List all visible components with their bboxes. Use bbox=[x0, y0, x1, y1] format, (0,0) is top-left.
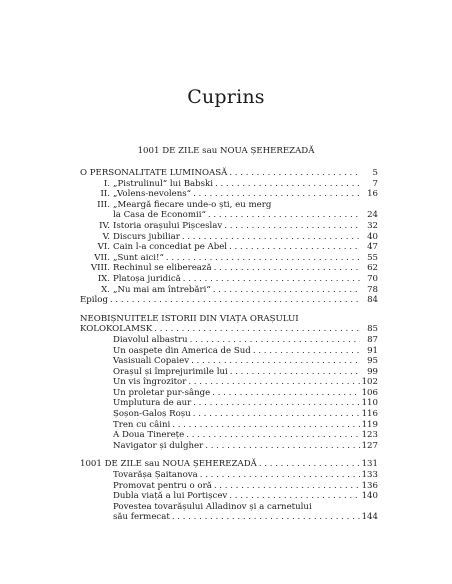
entry-label: Diavolul albastru bbox=[113, 334, 188, 345]
page-number: 7 bbox=[372, 178, 378, 189]
page-number: 95 bbox=[367, 356, 378, 367]
toc-entry bbox=[80, 200, 378, 211]
page-title: Cuprins bbox=[187, 86, 265, 108]
toc-section-heading bbox=[80, 168, 378, 179]
page-number: 16 bbox=[367, 189, 378, 200]
page-number: 144 bbox=[361, 512, 378, 523]
dot-leader bbox=[172, 420, 359, 431]
entry-label: Istoria orașului Pișceslav bbox=[113, 220, 223, 231]
dot-leader bbox=[205, 441, 359, 452]
spacer bbox=[80, 306, 378, 314]
page-number: 133 bbox=[361, 470, 378, 481]
toc-entry bbox=[80, 377, 378, 388]
entry-label: NEOBIȘNUITELE ISTORII DIN VIAȚA ORAȘULUI bbox=[80, 313, 299, 324]
toc-entry bbox=[80, 346, 378, 357]
entry-label: Tren cu câini bbox=[113, 419, 171, 430]
toc-entry bbox=[80, 189, 378, 200]
entry-label: Tovarășa Șaitanova bbox=[113, 470, 198, 481]
entry-label: Vasisuali Copaiev bbox=[113, 356, 190, 367]
dot-leader bbox=[172, 512, 360, 523]
toc-entry bbox=[80, 367, 378, 378]
dot-leader bbox=[259, 459, 360, 470]
toc-entry bbox=[80, 388, 378, 399]
entry-label: Rechinul se eliberează bbox=[113, 263, 212, 274]
page-number: 136 bbox=[361, 480, 378, 491]
toc-entry bbox=[80, 398, 378, 409]
page-number: 85 bbox=[367, 324, 378, 335]
entry-label: Șoșon-Galoș Roșu bbox=[113, 409, 191, 420]
entry-label: Cain l-a concediat pe Abel bbox=[113, 242, 228, 253]
chapter-number: III. bbox=[97, 199, 110, 210]
page-number: 47 bbox=[367, 242, 378, 253]
toc-entry bbox=[80, 295, 378, 306]
chapter-number: VII. bbox=[94, 252, 110, 263]
page-number: 78 bbox=[367, 284, 378, 295]
chapter-number: IX. bbox=[97, 273, 110, 284]
dot-leader bbox=[190, 335, 360, 346]
page-number: 24 bbox=[367, 210, 378, 221]
toc-entry bbox=[80, 356, 378, 367]
toc-section-heading bbox=[80, 459, 378, 470]
toc-entry bbox=[80, 179, 378, 190]
entry-label: Epilog bbox=[80, 295, 108, 306]
dot-leader bbox=[193, 398, 359, 409]
dot-leader bbox=[224, 221, 360, 232]
dot-leader bbox=[188, 377, 359, 388]
dot-leader bbox=[208, 210, 360, 221]
dot-leader bbox=[193, 409, 360, 420]
toc-entry bbox=[80, 430, 378, 441]
page-number: 70 bbox=[367, 273, 378, 284]
entry-label: Navigator și dulgher bbox=[113, 440, 204, 451]
entry-label: A Doua Tinerețe bbox=[113, 430, 185, 441]
toc-entry bbox=[80, 335, 378, 346]
dot-leader bbox=[230, 367, 360, 378]
entry-label: Platoșa juridică bbox=[113, 273, 181, 284]
entry-label: 1001 DE ZILE sau NOUA ȘEHEREZADĂ bbox=[80, 459, 257, 470]
page-number: 131 bbox=[361, 459, 378, 470]
chapter-number: VI. bbox=[97, 242, 110, 253]
page-number: 119 bbox=[361, 419, 378, 430]
page-number: 40 bbox=[367, 231, 378, 242]
toc-entry bbox=[80, 242, 378, 253]
toc-entry bbox=[80, 274, 378, 285]
entry-label: Promovat pentru o oră bbox=[113, 480, 212, 491]
dot-leader bbox=[182, 232, 360, 243]
dot-leader bbox=[154, 324, 360, 335]
toc-entry bbox=[80, 285, 378, 296]
dot-leader bbox=[214, 481, 360, 492]
page-number: 127 bbox=[361, 440, 378, 451]
toc-entry bbox=[80, 409, 378, 420]
chapter-number: V. bbox=[102, 231, 110, 242]
entry-label: Un vis îngrozitor bbox=[113, 377, 187, 388]
toc-entry-continuation bbox=[80, 512, 378, 523]
entry-label: „Volens-nevolens“ bbox=[113, 189, 192, 200]
page-number: 116 bbox=[361, 409, 378, 420]
dot-leader bbox=[215, 179, 360, 190]
page-number: 123 bbox=[361, 430, 378, 441]
chapter-number: IV. bbox=[99, 220, 110, 231]
chapter-number: VIII. bbox=[90, 263, 110, 274]
dot-leader bbox=[253, 346, 360, 357]
entry-label: KOLOKOLAMSK bbox=[80, 324, 153, 335]
toc-section-heading-cont bbox=[80, 324, 378, 335]
entry-label: „Meargă fiecare unde-o ști, eu merg bbox=[113, 199, 272, 210]
entry-label: la Casa de Economii“ bbox=[113, 210, 206, 221]
dot-leader bbox=[229, 168, 360, 179]
page-number: 62 bbox=[367, 263, 378, 274]
entry-label: Dubla viață a lui Portișcev bbox=[113, 491, 228, 502]
toc-entry-continuation bbox=[80, 210, 378, 221]
toc-entry bbox=[80, 491, 378, 502]
entry-label: Povestea tovarășului Alladinov și a carnetului bbox=[113, 501, 312, 512]
page-number: 102 bbox=[361, 377, 378, 388]
toc-entry bbox=[80, 232, 378, 243]
toc-entry bbox=[80, 221, 378, 232]
dot-leader bbox=[166, 253, 360, 264]
dot-leader bbox=[200, 470, 360, 481]
entry-label: Un oaspete din America de Sud bbox=[113, 345, 251, 356]
page-number: 84 bbox=[367, 295, 378, 306]
part-title: 1001 DE ZILE sau NOUA ȘEHEREZADĂ bbox=[137, 146, 315, 156]
page-number: 55 bbox=[367, 252, 378, 263]
dot-leader bbox=[183, 274, 360, 285]
chapter-number: X. bbox=[101, 284, 110, 295]
toc-entry bbox=[80, 481, 378, 492]
toc-entry bbox=[80, 441, 378, 452]
toc-entry bbox=[80, 502, 378, 513]
page-number: 87 bbox=[367, 334, 378, 345]
toc-entry bbox=[80, 470, 378, 481]
dot-leader bbox=[213, 285, 360, 296]
toc-entry bbox=[80, 420, 378, 431]
entry-label: Un proletar pur-sânge bbox=[113, 387, 211, 398]
toc-section-heading bbox=[80, 314, 378, 325]
dot-leader bbox=[212, 388, 359, 399]
toc-entry bbox=[80, 253, 378, 264]
entry-label: său fermecat bbox=[113, 512, 170, 523]
entry-label: „Pistrulinul“ lui Babski bbox=[113, 178, 213, 189]
dot-leader bbox=[229, 491, 359, 502]
entry-label: „Sunt aici!“ bbox=[113, 252, 164, 263]
entry-label: „Nu mai am întrebări“ bbox=[113, 284, 211, 295]
entry-label: O PERSONALITATE LUMINOASĂ bbox=[80, 168, 228, 178]
page-number: 106 bbox=[361, 387, 378, 398]
entry-label: Umplutura de aur bbox=[113, 398, 192, 409]
chapter-number: I. bbox=[103, 178, 110, 189]
entry-label: Orașul și împrejurimile lui bbox=[113, 366, 228, 377]
dot-leader bbox=[193, 189, 360, 200]
dot-leader bbox=[186, 430, 359, 441]
dot-leader bbox=[229, 242, 360, 253]
page-number: 32 bbox=[367, 220, 378, 231]
page-number: 91 bbox=[367, 345, 378, 356]
table-of-contents bbox=[80, 168, 378, 523]
toc-entry bbox=[80, 263, 378, 274]
page-number: 5 bbox=[372, 168, 378, 178]
entry-label: Discurs jubiliar bbox=[113, 231, 180, 242]
dot-leader bbox=[214, 263, 360, 274]
chapter-number: II. bbox=[100, 189, 110, 200]
page-number: 140 bbox=[361, 491, 378, 502]
dot-leader bbox=[110, 295, 360, 306]
page-number: 99 bbox=[367, 366, 378, 377]
dot-leader bbox=[191, 356, 360, 367]
page-number: 110 bbox=[361, 398, 378, 409]
